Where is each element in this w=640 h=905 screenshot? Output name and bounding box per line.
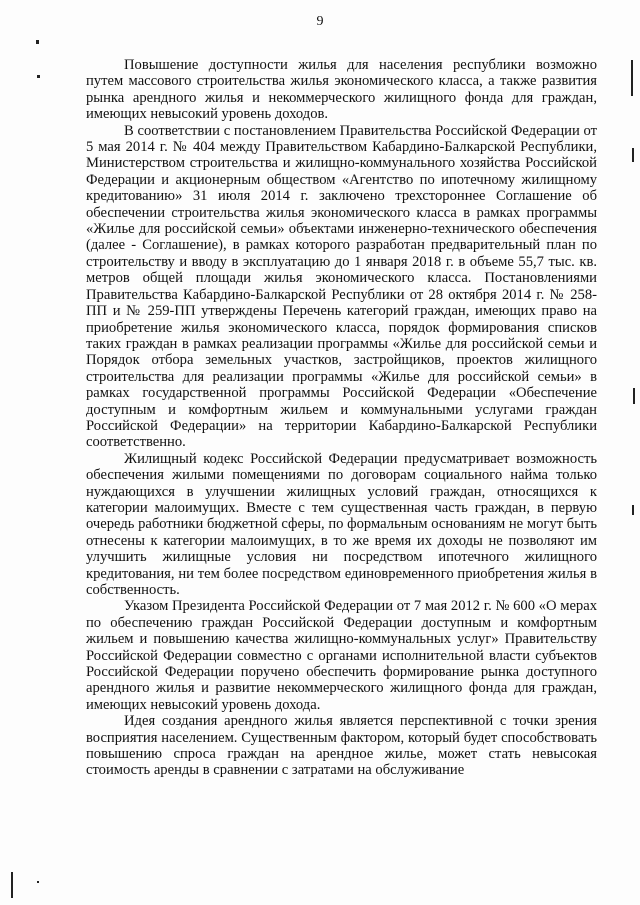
scan-mark-left-2 [37,75,40,78]
body-text [86,57,597,779]
scan-mark-bottom-dot [37,881,39,883]
scan-mark-left-1 [36,40,39,44]
paragraph-4: Указом Президента Российской Федерации от 7 мая 2012 г. № 600 «О мерах по обеспечению граждан Российской Федерации доступным и комфортным жильем и повышению качества жилищно-коммунальных услуг» Правительству Российской Федерации совместно с органами исполнительной власти субъектов Российской Федерации поручено обеспечить формирование рынка доступного арендного жилья и развитие некоммерческого жилищного фонда для граждан, имеющих невысокий уровень дохода. [86,598,597,713]
paragraph-2: В соответствии с постановлением Правительства Российской Федерации от 5 мая 2014 г. № 404 между Правительством Кабардино-Балкарской Республики, Министерством строительства и жилищно-коммунального хозяйства Российской Федерации и акционерным обществом «Агентство по ипотечному жилищному кредитованию» 31 июля 2014 г. заключено трехстороннее Соглашение об обеспечении строительства жилья экономического класса в рамках программы «Жилье для российской семьи» объектами инженерно-технического обеспечения (далее - Соглашение), в рамках которого разработан предварительный план по строительству и вводу в эксплуатацию до 1 января 2018 г. в объеме 55,7 тыс. кв. метров общей площади жилья экономического класса. Постановлениями Правительства Кабардино-Балкарской Республики от 28 октября 2014 г. № 258-ПП и № 259-ПП утверждены Перечень категорий граждан, имеющих право на приобретение жилья экономического класса, порядок формирования списков таких граждан в рамках реализации программы «Жилье для российской семьи и Порядок отбора земельных участков, застройщиков, проектов жилищного строительства для реализации программы «Жилье для российской семьи» в рамках государственной программы Российской Федерации «Обеспечение доступным и комфортным жильем и коммунальными услугами граждан Российской Федерации» на территории Кабардино-Балкарской Республики соответственно. [86,122,597,451]
scan-mark-right-4 [632,505,634,515]
page-number: 9 [316,14,324,29]
scan-mark-right-2 [632,148,634,162]
paragraph-1: Повышение доступности жилья для населения республики возможно путем массового строительства жилья экономического класса, а также развития рынка арендного жилья и некоммерческого жилищного фонда для граждан, имеющих невысокий уровень доходов. [86,57,597,123]
paragraph-3: Жилищный кодекс Российской Федерации предусматривает возможность обеспечения жилыми помещениями по договорам социального найма только нуждающихся в улучшении жилищных условий граждан, относящихся к категории малоимущих. Вместе с тем существенная часть граждан, в первую очередь работники бюджетной сферы, по формальным основаниям не могут быть отнесены к категории малоимущих, в то же время их доходы не позволяют им улучшить жилищные условия ни посредством ипотечного жилищного кредитования, ни тем более посредством единовременного приобретения жилья в собственность. [86,450,597,598]
scan-mark-right-1 [631,60,633,96]
scan-mark-right-3 [633,388,635,404]
scan-mark-bottom-left [11,872,13,898]
paragraph-5: Идея создания арендного жилья является перспективной с точки зрения восприятия населением. Существенным фактором, который будет способствовать повышению спроса граждан на арендное жилье, может стать невысокая стоимость аренды в сравнении с затратами на обслуживание [86,713,597,779]
